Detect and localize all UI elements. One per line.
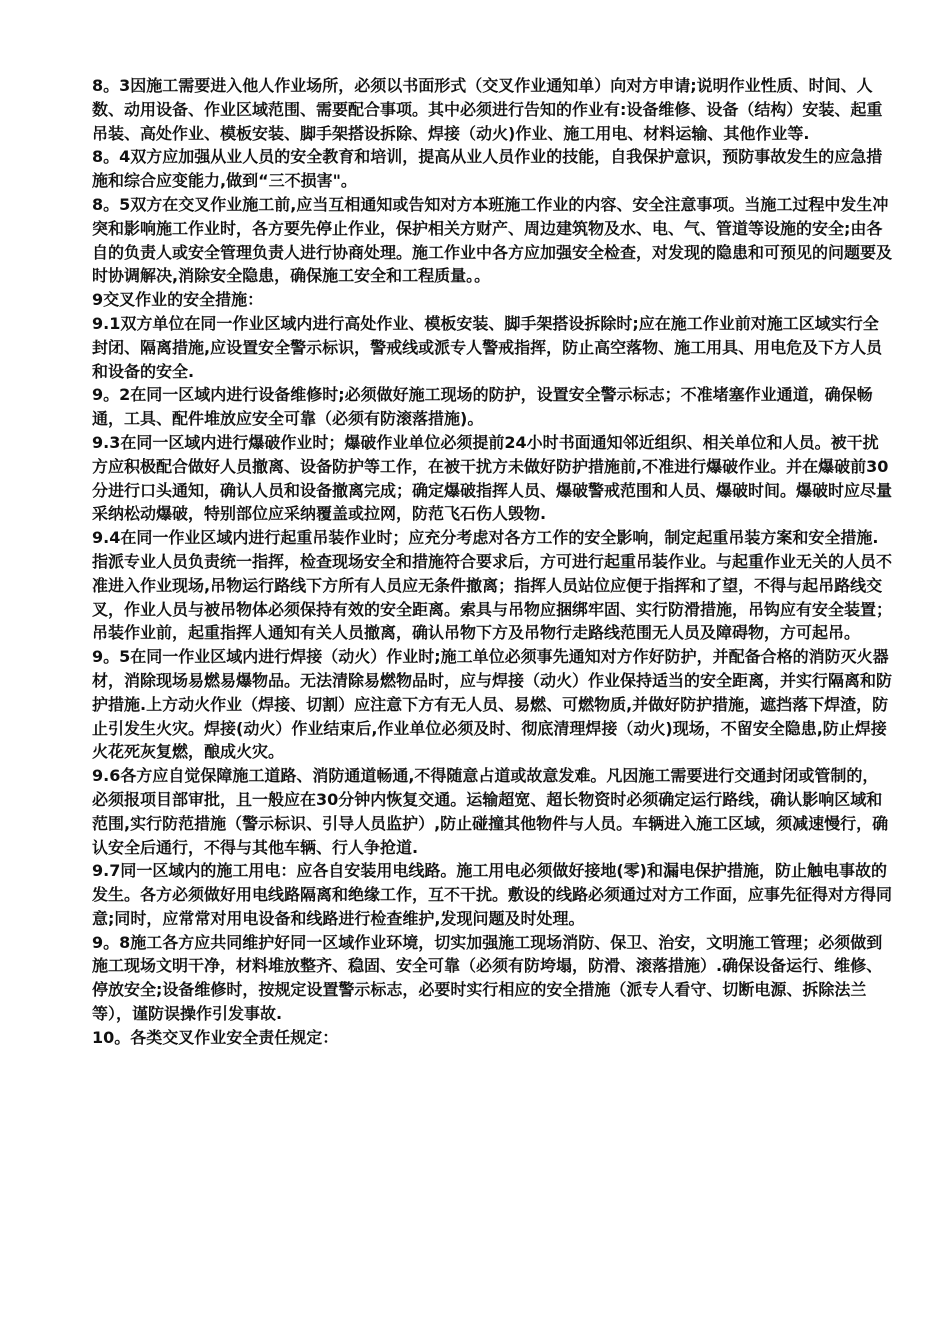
paragraph-9-1: 9.1双方单位在同一作业区域内进行高处作业、模板安装、脚手架搭设拆除时;应在施工作业前对施工区域实行全封闭、隔离措施,应设置安全警示标识，警戒线或派专人警戒指挥，防止高空落物、施工用具、用电危及下方人员和设备的安全. bbox=[92, 313, 883, 381]
document-page bbox=[92, 74, 892, 1050]
paragraph-8-5: 8。5双方在交叉作业施工前,应当互相通知或告知对方本班施工作业的内容、安全注意事项。当施工过程中发生冲突和影响施工作业时，各方要先停止作业，保护相关方财产、周边建筑物及水、电、气、管道等设施的安全;由各自的负责人或安全管理负责人进行协商处理。施工作业中各方应加强安全检查，对发现的隐患和可预见的问题要及时协调解决,消除安全隐患，确保施工安全和工程质量。。 bbox=[92, 194, 893, 286]
paragraph-8-4: 8。4双方应加强从业人员的安全教育和培训，提高从业人员作业的技能，自我保护意识，预防事故发生的应急措施和综合应变能力,做到“三不损害"。 bbox=[92, 147, 883, 191]
paragraph-9-2: 9。2在同一区域内进行设备维修时;必须做好施工现场的防护，设置安全警示标志；不准堵塞作业通道，确保畅通，工具、配件堆放应安全可靠（必须有防滚落措施)。 bbox=[92, 385, 873, 429]
paragraph-9-8: 9。8施工各方应共同维护好同一区域作业环境，切实加强施工现场消防、保卫、治安，文明施工管理；必须做到施工现场文明干净，材料堆放整齐、稳固、安全可靠（必须有防垮塌，防滑、滚落措施）.确保设备运行、维修、停放安全;设备维修时，按规定设置警示标志，必要时实行相应的安全措施（派专人看守、切断电源、拆除法兰等），谨防误操作引发事故. bbox=[92, 932, 883, 1024]
paragraph-9-7: 9.7同一区域内的施工用电：应各自安装用电线路。施工用电必须做好接地(零)和漏电保护措施，防止触电事故的发生。各方必须做好用电线路隔离和绝缘工作，互不干扰。敷设的线路必须通过对方工作面，应事先征得对方得同意;同时，应常常对用电设备和线路进行检查维护,发现问题及时处理。 bbox=[92, 861, 893, 928]
paragraph-9-5: 9。5在同一作业区域内进行焊接（动火）作业时;施工单位必须事先通知对方作好防护，并配备合格的消防灭火器材，消除现场易燃易爆物品。无法清除易燃物品时，应与焊接（动火）作业保持适当的安全距离，并实行隔离和防护措施.上方动火作业（焊接、切割）应注意下方有无人员、易燃、可燃物质,并做好防护措施，遮挡落下焊渣，防止引发生火灾。焊接(动火）作业结束后,作业单位必须及时、彻底清理焊接（动火)现场，不留安全隐患,防止焊接火花死灰复燃，酿成火灾。 bbox=[92, 647, 893, 762]
paragraph-9-4: 9.4在同一作业区域内进行起重吊装作业时；应充分考虑对各方工作的安全影响，制定起重吊装方案和安全措施.指派专业人员负责统一指挥，检查现场安全和措施符合要求后，方可进行起重吊装作业。与起重作业无关的人员不准进入作业现场,吊物运行路线下方所有人员应无条件撤离；指挥人员站位应便于指挥和了望，不得与起吊路线交叉，作业人员与被吊物体必须保持有效的安全距离。索具与吊物应捆绑牢固、实行防滑措施，吊钩应有安全装置；吊装作业前，起重指挥人通知有关人员撤离，确认吊物下方及吊物行走路线范围无人员及障碍物，方可起吊。 bbox=[92, 528, 893, 643]
paragraph-9-6: 9.6各方应自觉保障施工道路、消防通道畅通,不得随意占道或故意发难。凡因施工需要进行交通封闭或管制的，必须报项目部审批，且一般应在30分钟内恢复交通。运输超宽、超长物资时必须确定运行路线，确认影响区域和范围,实行防范措施（警示标识、引导人员监护）,防止碰撞其他物件与人员。车辆进入施工区域，须减速慢行，确认安全后通行，不得与其他车辆、行人争抢道. bbox=[92, 766, 889, 857]
section-heading-9: 9交叉作业的安全措施： bbox=[92, 290, 264, 310]
section-heading-10: 10。各类交叉作业安全责任规定： bbox=[92, 1027, 339, 1047]
paragraph-8-3: 8。3因施工需要进入他人作业场所，必须以书面形式（交叉作业通知单）向对方申请;说明作业性质、时间、人数、动用设备、作业区域范围、需要配合事项。其中必须进行告知的作业有:设备维修、设备（结构）安装、起重吊装、高处作业、模板安装、脚手架搭设拆除、焊接（动火)作业、施工用电、材料运输、其他作业等. bbox=[92, 76, 883, 143]
paragraph-9-3: 9.3在同一区域内进行爆破作业时；爆破作业单位必须提前24小时书面通知邻近组织、相关单位和人员。被干扰方应积极配合做好人员撤离、设备防护等工作，在被干扰方未做好防护措施前,不准进行爆破作业。并在爆破前30分进行口头通知，确认人员和设备撤离完成；确定爆破指挥人员、爆破警戒范围和人员、爆破时间。爆破时应尽量采纳松动爆破，特别部位应采纳覆盖或拉网，防范飞石伤人毁物. bbox=[92, 432, 893, 524]
